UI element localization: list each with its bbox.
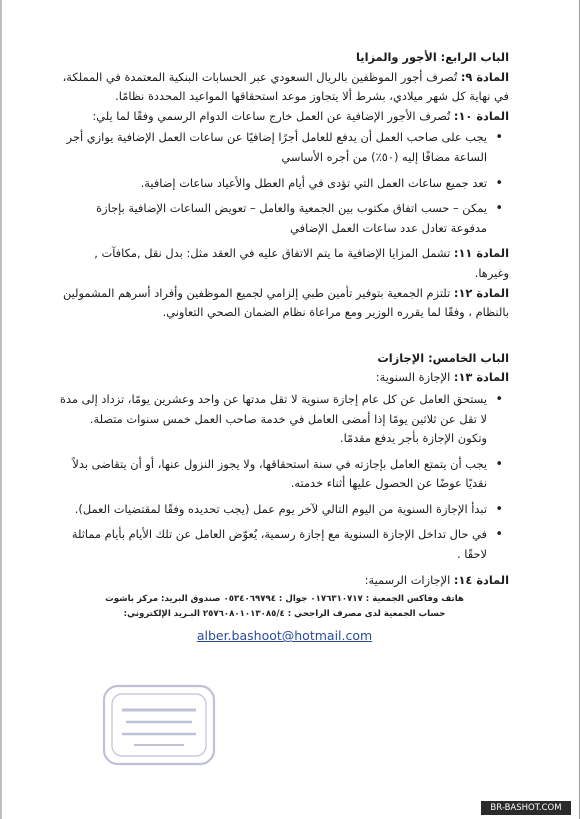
article-13-label: المادة ١٣: (453, 370, 509, 385)
list-item: • يجب أن يتمتع العامل بإجازته في سنة استحقاقها، ولا يجوز النزول عنها، أو أن يتقاضى بدلاً نقديًا عوضًا عن الحصول عليها أثناء خدمته. (60, 455, 487, 494)
document-body (60, 48, 509, 646)
article-10 (60, 107, 509, 127)
article-13-list (60, 390, 509, 565)
article-9-text: تُصرف أجور الموظفين بالريال السعودي عبر الحسابات البنكية المعتمدة في المملكة، في نهاية كل شهر ميلادي، بشرط ألا يتجاوز موعد استحقاقها المواعيد المحددة نظامًا. (62, 69, 509, 104)
chapter5-title: الباب الخامس: الإجازات (377, 350, 509, 365)
site-watermark: BR-BASHOT.COM (481, 801, 571, 815)
article-11-label: المادة ١١: (453, 246, 509, 261)
article-12-text: تلتزم الجمعية بتوفير تأمين طبي إلزامي لجميع الموظفين وأفراد أسرهم المشمولين بالنظام ، وفقًا لما يقرره الوزير ومع مراعاة نظام الضمان الصحي التعاوني. (62, 285, 509, 320)
article-12 (60, 284, 509, 323)
email-link[interactable]: alber.bashoot@hotmail.com (196, 628, 373, 644)
article-13 (60, 368, 509, 388)
article-9-label: المادة ٩: (460, 69, 509, 84)
list-item: • في حال تداخل الإجازة السنوية مع إجازة رسمية، يُعوّض العامل عن تلك الأيام بأيام مماثلة لاحقًا . (60, 525, 487, 564)
list-item: • يمكن – حسب اتفاق مكتوب بين الجمعية والعامل – تعويض الساعات الإضافية بإجازة مدفوعة تعادل عدد ساعات العمل الإضافي (60, 199, 487, 238)
article-13-text: الإجازة السنوية: (375, 370, 451, 385)
article-11 (60, 244, 509, 283)
article-11-text: تشمل المزايا الإضافية ما يتم الاتفاق عليه في العقد مثل: بدل نقل ,مكافآت , وغيرها. (94, 246, 509, 280)
contact-line-bank: حساب الجمعية لدى مصرف الراجحي : ٢٥٧٦٠٨٠١٠١٣٠٨٥/٤ البـريد الإلكتروني: (123, 609, 446, 620)
article-10-text: تُصرف الأجور الإضافية عن العمل خارج ساعات الدوام الرسمي وفقًا لما يلي: (92, 108, 451, 123)
article-10-list (60, 128, 509, 238)
article-14-text: الإجازات الرسمية: (364, 572, 451, 587)
list-item: • يجب على صاحب العمل أن يدفع للعامل أجرًا إضافيًا عن ساعات العمل الإضافية يوازي أجر الساعة مضافًا إليه (٥٠٪) من أجره الأساسي (60, 128, 487, 167)
list-item: • تبدأ الإجازة السنوية من اليوم التالي لآخر يوم عمل (يجب تحديده وفقًا لمقتضيات العمل). (60, 500, 487, 520)
article-9 (60, 68, 509, 107)
list-item: • يستحق العامل عن كل عام إجازة سنوية لا تقل مدتها عن واحد وعشرين يومًا، تزداد إلى مدة لا تقل عن ثلاثين يومًا إذا أمضى العامل في خدمة صاحب العمل خمس سنوات متصلة. وتكون الإجازة بأجر يدفع مقدمًا. (60, 390, 487, 449)
contact-line-phone: هاتف وفاكس الجمعية : ٠١٧٦٣١٠٧١٧ جوال : ٠٥٣٤٠٦٩٧٩٤ صندوق البريد: مركز باشوت (105, 594, 464, 605)
list-item: • تعد جميع ساعات العمل التي تؤدى في أيام العطل والأعياد ساعات إضافية. (60, 174, 487, 194)
organization-stamp-icon (100, 680, 218, 770)
email-row (60, 626, 509, 646)
article-10-label: المادة ١٠: (453, 108, 509, 123)
article-12-label: المادة ١٢: (453, 285, 509, 300)
contact-footer (60, 592, 509, 622)
article-14-label: المادة ١٤: (453, 572, 509, 587)
chapter4-title: الباب الرابع: الأجور والمزايا (356, 50, 509, 64)
article-14 (60, 571, 509, 591)
